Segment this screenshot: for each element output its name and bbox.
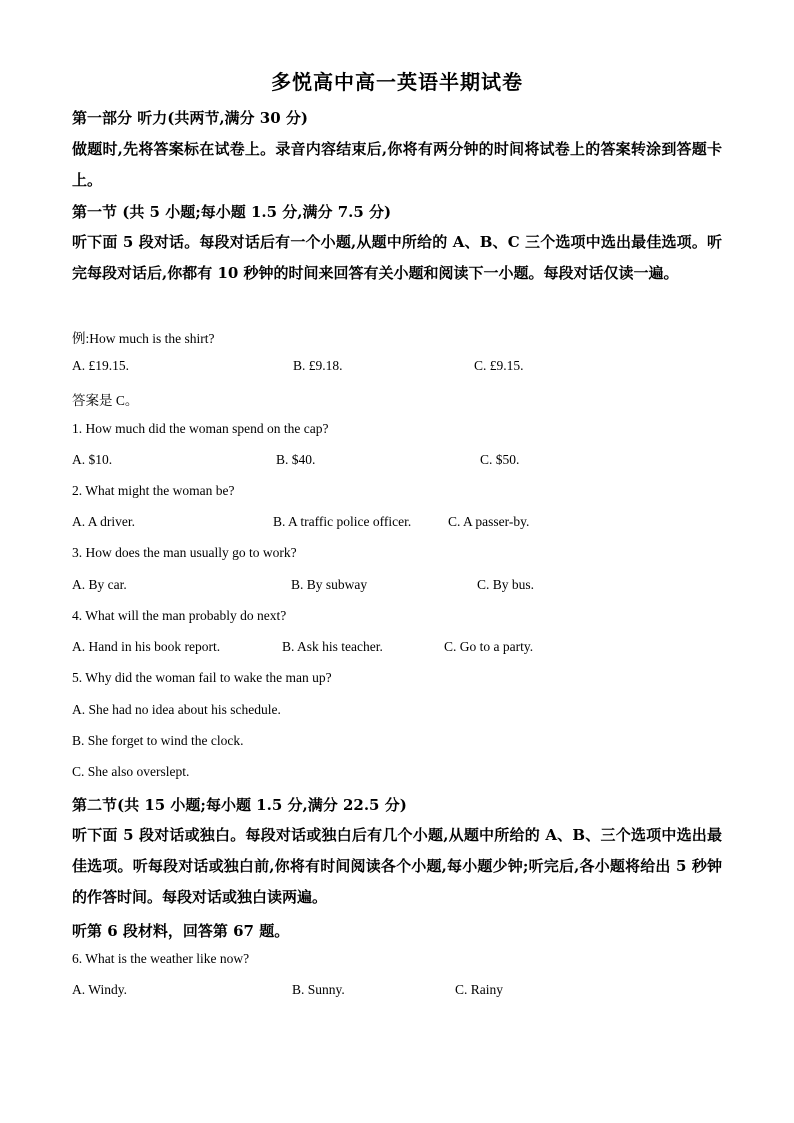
section1-instructions: 听下面 5 段对话。每段对话后有一个小题,从题中所给的 A、B、C 三个选项中选出最佳选项。听完每段对话后,你都有 10 秒钟的时间来回答有关小题和阅读下一小题。每段对话仅读一遍。 — [72, 233, 722, 282]
material-6-heading: 听第 6 段材料，回答第 67 题。 — [72, 922, 290, 940]
example-option-a: A. £19.15. — [72, 358, 129, 373]
section2-instructions: 听下面 5 段对话或独白。每段对话或独白后有几个小题,从题中所给的 A、B、三个选项中选出最佳选项。听每段对话或独白前,你将有时间阅读各个小题,每小题少钟;听完后,各小题将给出 5 秒钟的作答时间。每段对话或独白读两遍。 — [72, 826, 722, 906]
question-6: 6. What is the weather like now? — [72, 951, 250, 966]
question-2-option-a: A. A driver. — [72, 514, 135, 529]
example-option-c: C. £9.15. — [474, 358, 524, 373]
question-4: 4. What will the man probably do next? — [72, 608, 287, 623]
question-1-option-a: A. $10. — [72, 452, 113, 467]
part1-heading: 第一部分 听力(共两节,满分 30 分) — [72, 109, 308, 127]
question-2-option-c: C. A passer-by. — [448, 514, 530, 529]
question-1-option-b: B. $40. — [276, 452, 316, 467]
question-4-option-a: A. Hand in his book report. — [72, 639, 221, 654]
question-5: 5. Why did the woman fail to wake the man up? — [72, 670, 332, 685]
question-6-option-b: B. Sunny. — [292, 982, 345, 997]
question-1: 1. How much did the woman spend on the cap? — [72, 421, 329, 436]
section1-heading: 第一节 (共 5 小题;每小题 1.5 分,满分 7.5 分) — [72, 203, 392, 221]
question-4-option-c: C. Go to a party. — [444, 639, 534, 654]
example-question: 例:How much is the shirt? — [72, 331, 215, 346]
page-title: 多悦高中高一英语半期试卷 — [271, 70, 523, 94]
question-1-option-c: C. $50. — [480, 452, 520, 467]
question-6-option-c: C. Rainy — [455, 982, 504, 997]
question-3-option-a: A. By car. — [72, 577, 127, 592]
example-option-b: B. £9.18. — [293, 358, 343, 373]
question-3-option-b: B. By subway — [291, 577, 368, 592]
question-5-option-b: B. She forget to wind the clock. — [72, 733, 244, 748]
question-2-option-b: B. A traffic police officer. — [273, 514, 412, 529]
question-5-option-c: C. She also overslept. — [72, 764, 190, 779]
question-6-option-a: A. Windy. — [72, 982, 127, 997]
question-5-option-a: A. She had no idea about his schedule. — [72, 702, 281, 717]
question-3-option-c: C. By bus. — [477, 577, 535, 592]
part1-instructions: 做题时,先将答案标在试卷上。录音内容结束后,你将有两分钟的时间将试卷上的答案转涂到答题卡上。 — [72, 140, 722, 189]
question-3: 3. How does the man usually go to work? — [72, 545, 297, 560]
section2-heading: 第二节(共 15 小题;每小题 1.5 分,满分 22.5 分) — [72, 796, 407, 814]
question-2: 2. What might the woman be? — [72, 483, 235, 498]
example-answer: 答案是 C。 — [72, 393, 139, 408]
question-4-option-b: B. Ask his teacher. — [282, 639, 383, 654]
